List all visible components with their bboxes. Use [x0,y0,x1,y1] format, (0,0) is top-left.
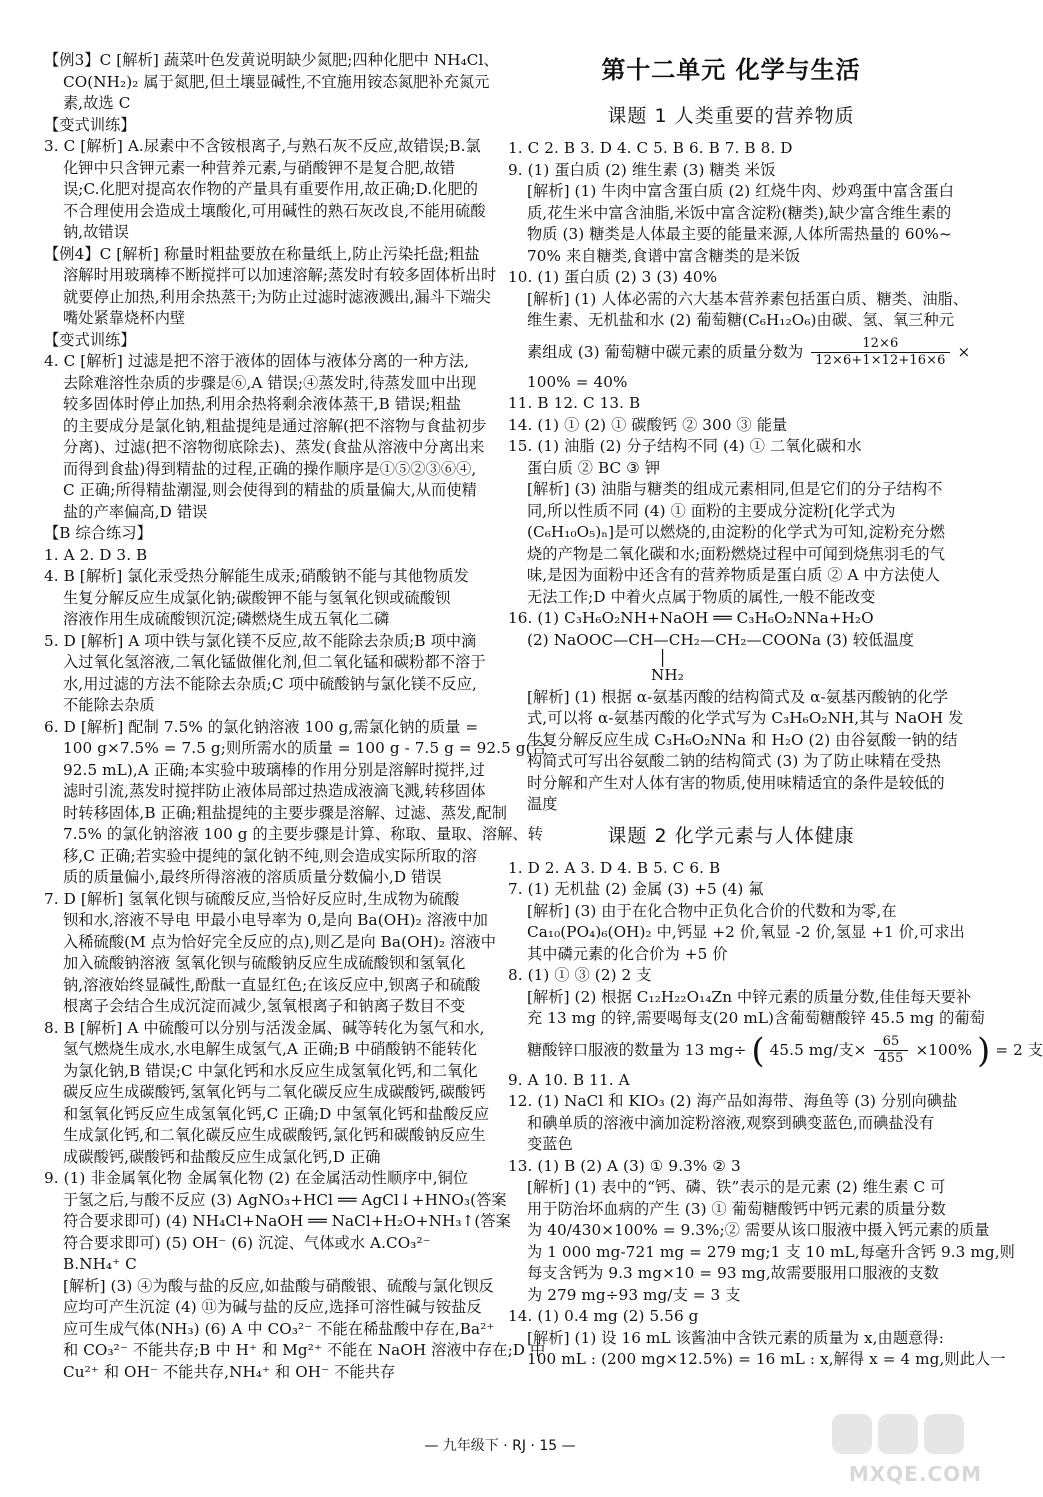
text-line: 盐的产率偏高,D 错误 [63,502,208,521]
text-line: 生成氯化钙,和二氧化碳反应生成碳酸钙,氯化钙和碳酸钠反应生 [63,1126,486,1144]
text-line: 70% 来自糖类,食谱中富含糖类的是米饭 [527,246,801,265]
text-line: [解析] (2) 根据 C₁₂H₂₂O₁₄Zn 中锌元素的质量分数,佳佳每天要补 [527,987,972,1006]
text-line: 92.5 mL),A 正确;本实验中玻璃棒的作用分别是溶解时搅拌,过 [63,760,485,779]
text-line: 味,是因为面粉中还含有的营养物质是蛋白质 ② A 中方法使人 [527,566,940,584]
text-line: 符合要求即可) (4) NH₄Cl+NaOH ══ NaCl+H₂O+NH₃↑(答案 [63,1212,511,1230]
text-line: [解析] (3) 由于在化合物中正负化合价的代数和为零,在 [527,901,897,920]
text-line: 为 279 mg÷93 mg/支 = 3 支 [527,1285,741,1304]
unit-title: 第十二单元 化学与生活 [601,56,861,84]
text-line: 化钾中只含钾元素一种营养元素,与硝酸钾不是复合肥,故错 [63,158,456,177]
text-line: 分离)、过滤(把不溶物彻底除去)、蒸发(食盐从溶液中分离出来 [63,438,485,456]
text-line: [解析] (3) ④为酸与盐的反应,如盐酸与硝酸银、硫酸与氯化钡反 [63,1276,494,1295]
text-line: 滤时引流,蒸发时搅拌防止液体局部过热造成液滴飞溅,转移固体 [63,782,486,800]
text-line: 钠,故错误 [63,223,130,241]
text-line: B.NH₄⁺ C [63,1255,137,1273]
text-line: 入稀硫酸(M 点为恰好完全反应的点),则乙是向 Ba(OH)₂ 溶液中 [63,932,496,951]
text-line: 9. A 10. B 11. A [508,1070,630,1089]
text-line: [解析] (3) 油脂与糖类的组成元素相同,但是它们的分子结构不 [527,480,943,498]
text-line: 而得到食盐)得到精盐的过程,正确的操作顺序是①⑤②③⑥④, [63,459,477,478]
text-line: 15. (1) 油脂 (2) 分子结构不同 (4) ① 二氧化碳和水 [508,437,862,455]
formula-text: × [957,342,971,361]
text-line: 11. B 12. C 13. B [508,394,641,412]
text-line: C 正确;所得精盐潮湿,则会使得到的精盐的质量偏大,从而使精 [63,481,477,499]
text-line: 应均可产生沉淀 (4) ⑪为碱与盐的反应,选择可溶性碱与铵盐反 [63,1298,482,1316]
text-line: 7. (1) 无机盐 (2) 金属 (3) +5 (4) 氟 [508,880,764,898]
text-line: 用于防治坏血病的产生 (3) ① 葡萄糖酸钙中钙元素的质量分数 [527,1199,946,1218]
text-line: 8. B [解析] A 中硫酸可以分别与活泼金属、碱等转化为氢气和水, [44,1018,485,1037]
text-line: CO(NH₂)₂ 属于氮肥,但土壤显碱性,不宜施用铵态氮肥补充氮元 [63,72,490,91]
text-line: 不合理使用会造成土壤酸化,可用碱性的熟石灰改良,不能用硫酸 [63,201,486,220]
text-line: 为 40/430×100% = 9.3%;② 需要从该口服液中摄入钙元素的质量 [527,1221,990,1239]
paren-close: ) [977,1030,991,1071]
text-line: 为氯化钠,B 错误;C 中氯化钙和水反应生成氢氧化钙,和二氧化 [63,1061,478,1080]
text-line: 入过氧化氢溶液,二氧化锰做催化剂,但二氧化锰和碳粉都不溶于 [63,653,486,671]
text-line: 【变式训练】 [44,330,136,349]
text-line: 蛋白质 ② BC ③ 钾 [527,458,661,477]
text-line: 的主要成分是氯化钠,粗盐提纯是通过溶解(把不溶物与食盐初步 [63,416,487,435]
text-line: 【例3】C [解析] 蔬菜叶色发黄说明缺少氮肥;四种化肥中 NH₄Cl、 [44,51,499,69]
text-line: [解析] (1) 牛肉中富含蛋白质 (2) 红烧牛肉、炒鸡蛋中富含蛋白 [527,182,954,200]
text-line: Cu²⁺ 和 OH⁻ 不能共存,NH₄⁺ 和 OH⁻ 不能共存 [63,1362,396,1381]
text-line: 1. C 2. B 3. D 4. C 5. B 6. B 7. B 8. D [508,139,793,157]
fraction-denominator: 12×6+1×12+16×6 [815,353,946,368]
text-line: 100 mL : (200 mg×12.5%) = 16 mL : x,解得 x = 4 mg,则此人一 [527,1350,1006,1368]
text-line: 物质 (3) 糖类是人体最主要的能量来源,人体所需热量的 60%~ [527,225,952,243]
text-line: 4. B [解析] 氯化汞受热分解能生成汞;硝酸钠不能与其他物质发 [44,567,469,585]
amino-group: NH₂ [651,666,684,684]
text-line: 不能除去杂质 [63,696,155,714]
text-line: 12. (1) NaCl 和 KIO₃ (2) 海产品如海带、海鱼等 (3) 分别向碘盐 [508,1092,958,1110]
text-line: 溶液作用生成硫酸钡沉淀;磷燃烧生成五氧化二磷 [63,610,390,628]
text-line: 较多固体时停止加热,利用余热将剩余液体蒸干,B 错误;粗盐 [63,395,462,413]
text-line: 充 13 mg 的锌,需要喝每支(20 mL)含葡萄糖酸锌 45.5 mg 的葡萄 [527,1009,985,1027]
watermark-logo [812,1410,982,1490]
text-line: 同,所以性质不同 (4) ① 面粉的主要成分淀粉[化学式为 [527,501,896,520]
formula-text: ×100% [915,1040,973,1059]
text-line: 生复分解反应生成 C₃H₆O₂NNa 和 H₂O (2) 由谷氨酸一钠的结 [527,730,958,749]
formula-text: 糖酸锌口服液的数量为 13 mg÷ [527,1040,747,1059]
text-line: 10. (1) 蛋白质 (2) 3 (3) 40% [508,268,718,286]
formula-text: 素组成 (3) 葡萄糖中碳元素的质量分数为 [527,342,804,361]
text-line: 生复分解反应生成氯化钠;碳酸钾不能与氢氧化钡或硫酸钡 [63,588,451,607]
text-line: 应可生成气体(NH₃) (6) A 中 CO₃²⁻ 不能在稀盐酸中存在,Ba²⁺ [63,1319,495,1338]
text-line: [解析] (1) 人体必需的六大基本营养素包括蛋白质、糖类、油脂、 [527,289,969,308]
structural-formula-line: (2) NaOOC—CH—CH₂—CH₂—COONa (3) 较低温度 [527,630,915,649]
text-line: 3. C [解析] A.尿素中不含铵根离子,与熟石灰不反应,故错误;B.氯 [44,137,481,155]
text-line: 水,用过滤的方法不能除去杂质;C 项中硫酸钠与氯化镁不反应, [63,674,477,693]
text-line: 和 CO₃²⁻ 不能共存;B 中 H⁺ 和 Mg²⁺ 不能在 NaOH 溶液中存在;D 中 [63,1341,546,1359]
text-line: 13. (1) B (2) A (3) ① 9.3% ② 3 [508,1156,741,1175]
text-line: 14. (1) 0.4 mg (2) 5.56 g [508,1307,699,1325]
text-line: (C₆H₁₀O₅)ₙ]是可以燃烧的,由淀粉的化学式为可知,淀粉充分燃 [527,523,946,541]
text-line: 成碳酸钙,碳酸钙和盐酸反应生成氯化钙,D 正确 [63,1147,381,1166]
text-line: [解析] (1) 根据 α-氨基丙酸的结构简式及 α-氨基丙酸钠的化学 [527,687,949,706]
text-line: 时分解和产生对人体有害的物质,使用味精适宜的条件是较低的 [527,773,945,792]
text-line: 于氢之后,与酸不反应 (3) AgNO₃+HCl ══ AgCl↓+HNO₃(答案 [63,1190,507,1209]
text-line: 9. (1) 非金属氧化物 金属氧化物 (2) 在金属活动性顺序中,铜位 [44,1169,469,1187]
text-line: [解析] (1) 设 16 mL 该酱油中含铁元素的质量为 x,由题意得: [527,1328,944,1347]
text-line: 钡和水,溶液不导电 甲最小电导率为 0,是向 Ba(OH)₂ 溶液中加 [63,911,488,929]
text-line: 嘴处紧靠烧杯内壁 [63,309,186,327]
text-line: 14. (1) ① (2) ① 碳酸钙 ② 300 ③ 能量 [508,415,788,434]
lesson-title: 课题 1 人类重要的营养物质 [607,105,855,127]
text-line: 其中磷元素的化合价为 +5 价 [527,944,728,963]
text-line: 和碘单质的溶液中滴加淀粉溶液,观察到碘变蓝色,而碘盐没有 [527,1113,935,1132]
page-footer: — 九年级下 · RJ · 15 — [424,1438,576,1454]
text-line: 符合要求即可) (5) OH⁻ (6) 沉淀、气体或水 A.CO₃²⁻ [63,1233,431,1252]
text-line: 素,故选 C [63,94,131,112]
fraction [874,1034,907,1067]
text-line: 根离子会结合生成沉淀而减少,氢氧根离子和钠离子数目不变 [63,997,466,1015]
text-line: 7. D [解析] 氢氧化钡与硫酸反应,当恰好反应时,生成物为硫酸 [44,889,460,908]
text-line: 为 1 000 mg-721 mg = 279 mg;1 支 10 mL,每毫升含钙 9.3 mg,则 [527,1242,1015,1261]
paren-open: ( [751,1030,765,1071]
text-line: 变蓝色 [527,1135,573,1153]
text-line: [解析] (1) 表中的“钙、磷、铁”表示的是元素 (2) 维生素 C 可 [527,1178,946,1196]
formula-text: 45.5 mg/支× [769,1040,867,1059]
formula-line [508,1030,1043,1071]
text-line: 无法工作;D 中着火点属于物质的属性,一般不能改变 [527,587,876,606]
text-line: 温度 [527,795,558,813]
formula-text: = 2 支 [995,1040,1043,1059]
text-line: 【例4】C [解析] 称量时粗盐要放在称量纸上,防止污染托盘;粗盐 [44,244,480,263]
text-line: 移,C 正确;若实验中提纯的氯化钠不纯,则会造成实际所取的溶 [63,846,477,865]
text-line: 加入硫酸钠溶液 氢氧化钡与硫酸钠反应生成硫酸钡和氢氧化 [63,954,466,972]
text-line: 碳反应生成碳酸钙,氢氧化钙与二氧化碳反应生成碳酸钙,碳酸钙 [63,1083,486,1101]
text-line: 氢气燃烧生成水,水电解生成氢气,A 正确;B 中硝酸钠不能转化 [63,1040,478,1058]
text-line: 质的质量偏小,最终所得溶液的溶质质量分数偏小,D 错误 [63,868,442,886]
section-heading: 【B 综合练习】 [44,524,152,542]
formula-line [508,332,971,372]
fraction-numerator: 65 [874,1034,907,1051]
bond-line: │ [658,649,668,667]
text-line: 【变式训练】 [44,115,136,134]
text-line: 100% = 40% [527,372,628,391]
fraction [811,336,949,369]
right-column [508,50,1043,1371]
text-line: 溶解时用玻璃棒不断搅拌可以加速溶解;蒸发时有较多固体析出时 [63,266,497,284]
text-line: 6. D [解析] 配制 7.5% 的氯化钠溶液 100 g,需氯化钠的质量 = [44,717,479,736]
text-line: 9. (1) 蛋白质 (2) 维生素 (3) 糖类 米饭 [508,160,776,179]
text-line: 就要停止加热,利用余热蒸干;为防止过滤时滤液溅出,漏斗下端尖 [63,287,491,306]
text-line: 烧的产物是二氧化碳和水;面粉燃烧过程中可闻到烧焦羽毛的气 [527,544,945,563]
text-line: 质,花生米中富含油脂,米饭中富含淀粉(糖类),缺少富含维生素的 [527,203,952,222]
lesson-title: 课题 2 化学元素与人体健康 [607,824,855,847]
text-line: 8. (1) ① ③ (2) 2 支 [508,966,652,984]
fraction-numerator: 12×6 [811,336,949,353]
text-line: 去除难溶性杂质的步骤是⑥,A 错误;④蒸发时,待蒸发皿中出现 [63,373,477,392]
text-line: 1. A 2. D 3. B [44,545,148,564]
text-line: 式,可以将 α-氨基丙酸的化学式写为 C₃H₆O₂NH,其与 NaOH 发 [527,709,964,727]
text-line: 和氢氧化钙反应生成氢氧化钙,C 正确;D 中氢氧化钙和盐酸反应 [63,1104,490,1123]
text-line: 5. D [解析] A 项中铁与氯化镁不反应,故不能除去杂质;B 项中滴 [44,631,477,650]
text-line: 4. C [解析] 过滤是把不溶于液体的固体与液体分离的一种方法, [44,352,470,370]
text-line: 构简式可写出谷氨酸二钠的结构简式 (3) 为了防止味精在受热 [527,752,941,770]
text-line: 16. (1) C₃H₆O₂NH+NaOH ══ C₃H₆O₂NNa+H₂O [508,609,874,627]
text-line: 100 g×7.5% = 7.5 g;则所需水的质量 = 100 g - 7.5 g = 92.5 g(合 [63,739,547,757]
text-line: 误;C.化肥对提高农作物的产量具有重要作用,故正确;D.化肥的 [63,180,479,198]
text-line: 每支含钙为 9.3 mg×10 = 93 mg,故需要服用口服液的支数 [527,1264,939,1282]
fraction-denominator: 455 [878,1051,904,1066]
watermark-text: MXQE.COM [848,1462,982,1486]
text-line: Ca₁₀(PO₄)₆(OH)₂ 中,钙显 +2 价,氧显 -2 价,氢显 +1 价,可求出 [527,923,965,941]
text-line: 1. D 2. A 3. D 4. B 5. C 6. B [508,858,721,877]
text-line: 维生素、无机盐和水 (2) 葡萄糖(C₆H₁₂O₆)由碳、氢、氧三种元 [527,311,955,329]
text-line: 时转移固体,B 正确;粗盐提纯的主要步骤是溶解、过滤、蒸发,配制 [63,803,508,822]
text-line: 7.5% 的氯化钠溶液 100 g 的主要步骤是计算、称取、量取、溶解、转 [63,825,543,843]
text-line: 钠,溶液始终显碱性,酚酞一直显红色;在该反应中,钡离子和硫酸 [63,975,481,994]
